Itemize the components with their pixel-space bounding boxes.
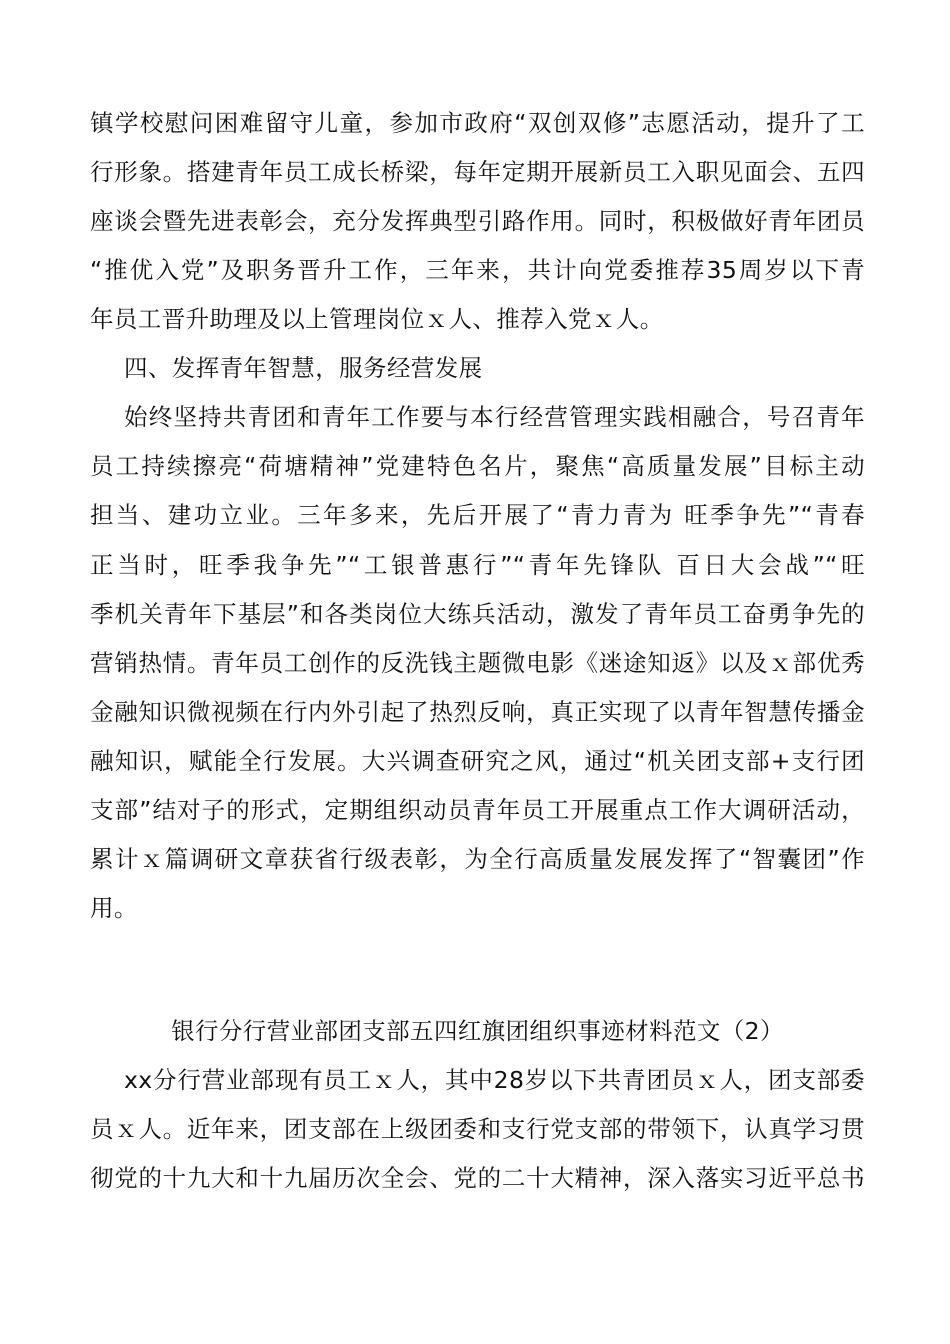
body-text-line: 始终坚持共青团和青年工作要与本行经营管理实践相融合，号召青年 <box>124 403 865 431</box>
body-text-line: 累计ｘ篇调研文章获省行级表彰，为全行高质量发展发挥了“智囊团”作 <box>90 845 865 873</box>
body-text-line: 用。 <box>90 894 138 922</box>
body-text-line: 员ｘ人。近年来，团支部在上级团委和支行党支部的带领下，认真学习贯 <box>90 1115 865 1143</box>
body-text-line: 季机关青年下基层”和各类岗位大练兵活动，激发了青年员工奋勇争先的 <box>90 600 865 628</box>
body-text-line: “推优入党”及职务晋升工作，三年来，共计向党委推荐35周岁以下青 <box>90 256 865 284</box>
body-text-line: 年员工晋升助理及以上管理岗位ｘ人、推荐入党ｘ人。 <box>90 305 664 333</box>
article-title: 银行分行营业部团支部五四红旗团组织事迹材料范文（2） <box>171 1017 784 1045</box>
body-text-line: 镇学校慰问困难留守儿童，参加市政府“双创双修”志愿活动，提升了工 <box>90 109 865 137</box>
body-text-line: 员工持续擦亮“荷塘精神”党建特色名片，聚焦“高质量发展”目标主动 <box>90 452 865 480</box>
body-text-line: 座谈会暨先进表彰会，充分发挥典型引路作用。同时，积极做好青年团员 <box>90 207 865 235</box>
body-text-line: 正当时，旺季我争先”“工银普惠行”“青年先锋队 百日大会战”“旺 <box>90 551 865 579</box>
section-heading: 四、发挥青年智慧，服务经营发展 <box>124 354 483 382</box>
body-text-line: 营销热情。青年员工创作的反洗钱主题微电影《迷途知返》以及ｘ部优秀 <box>90 649 865 677</box>
body-text-line: 担当、建功立业。三年多来，先后开展了“青力青为 旺季争先”“青春 <box>90 501 865 529</box>
body-text-line: xx分行营业部现有员工ｘ人，其中28岁以下共青团员ｘ人，团支部委 <box>124 1066 865 1094</box>
body-text-line: 金融知识微视频在行内外引起了热烈反响，真正实现了以青年智慧传播金 <box>90 698 865 726</box>
body-text-line: 行形象。搭建青年员工成长桥梁，每年定期开展新员工入职见面会、五四 <box>90 158 865 186</box>
body-text-line: 彻党的十九大和十九届历次全会、党的二十大精神，深入落实习近平总书 <box>90 1164 865 1192</box>
body-text-line: 融知识，赋能全行发展。大兴调查研究之风，通过“机关团支部+支行团 <box>90 747 865 775</box>
body-text-line: 支部”结对子的形式，定期组织动员青年员工开展重点工作大调研活动， <box>90 796 865 824</box>
